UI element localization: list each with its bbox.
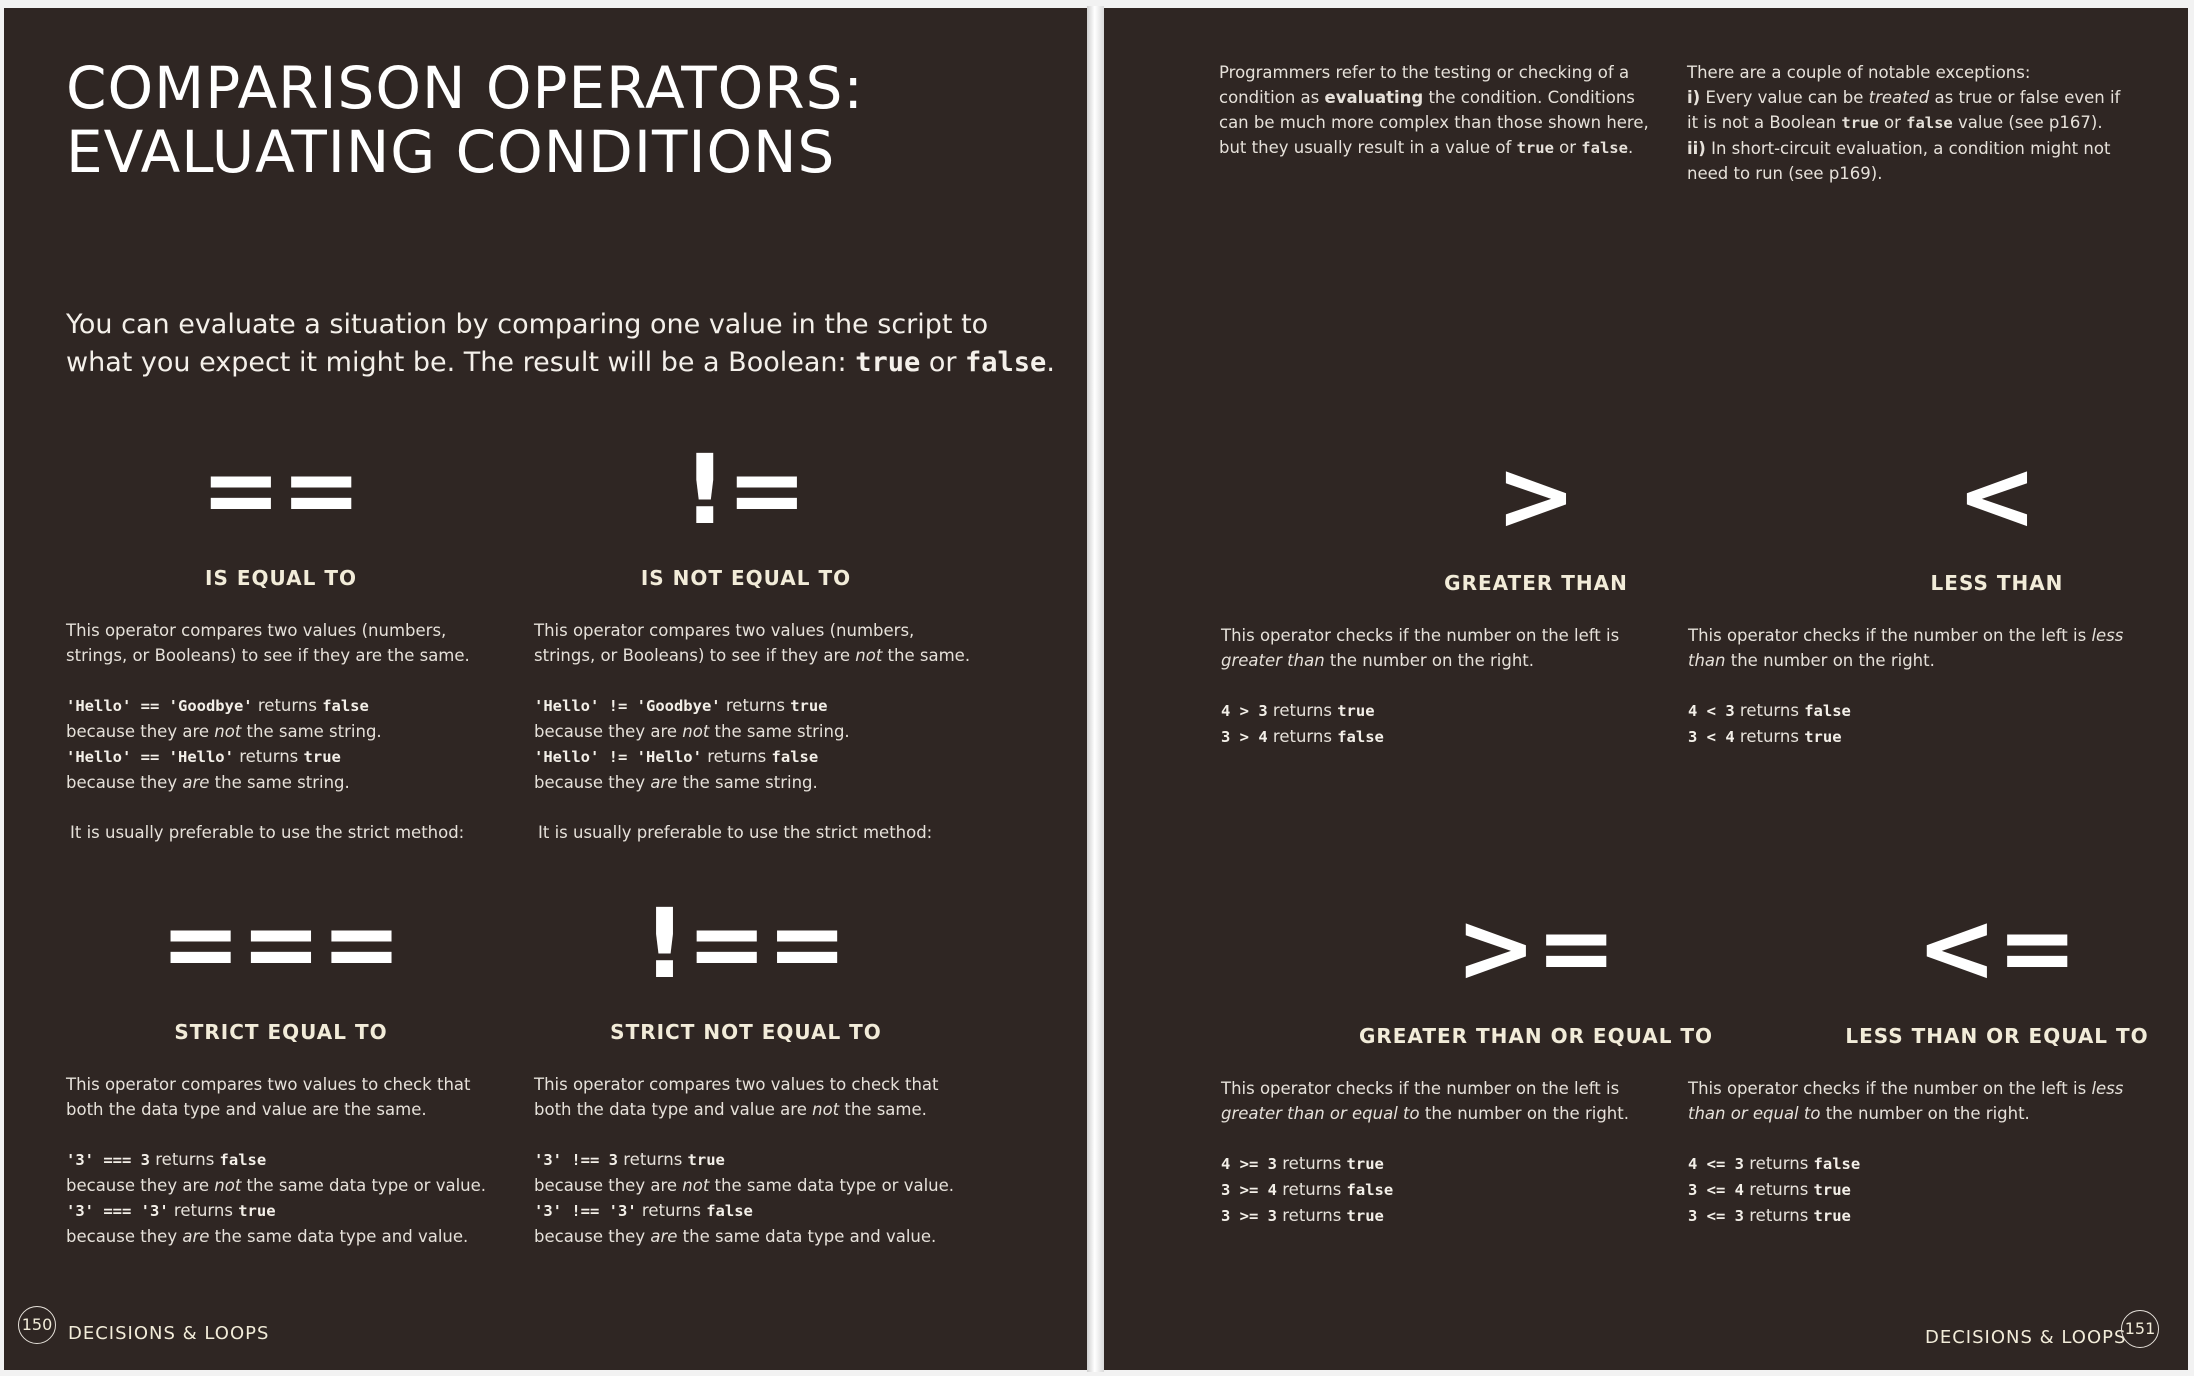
example-result: true	[1346, 1207, 1384, 1225]
note-end: .	[1627, 138, 1634, 157]
operator-block-greater-than	[1221, 623, 1661, 750]
desc-text: This operator checks if the number on the left is	[1221, 1079, 1620, 1098]
because-text: because they	[66, 1227, 183, 1246]
example-line	[1221, 1203, 1661, 1229]
because-text-end: the same string.	[709, 722, 850, 741]
because-text-end: the same data type and value.	[209, 1227, 469, 1246]
exception-1-true: true	[1841, 114, 1879, 132]
exception-2	[1687, 136, 2127, 186]
example-returns: returns	[150, 1150, 220, 1169]
right-page	[1104, 8, 2188, 1370]
example-code: '3' === '3'	[66, 1202, 169, 1220]
example-result: false	[706, 1202, 753, 1220]
example-line	[1221, 1177, 1661, 1203]
desc-text: This operator checks if the number on the left is	[1221, 626, 1620, 645]
operator-name-less-equal: LESS THAN OR EQUAL TO	[1845, 1024, 2149, 1048]
exception-1-text-2: as true or false even if it is not a Boolean	[1687, 88, 2121, 132]
example-explanation	[66, 770, 506, 795]
operator-name-strict-equal: STRICT EQUAL TO	[174, 1020, 388, 1044]
example-line	[534, 1147, 974, 1173]
example-line	[1688, 698, 2128, 724]
because-text: because they are	[66, 1176, 215, 1195]
page-number: 150	[18, 1306, 56, 1344]
because-emphasis: not	[214, 1176, 242, 1195]
exception-1-false: false	[1906, 114, 1953, 132]
example-code: 4 >= 3	[1221, 1155, 1277, 1173]
operator-block-strict-equal	[66, 1072, 506, 1249]
desc-emphasis: less than	[1688, 626, 2124, 670]
because-text: because they	[534, 1227, 651, 1246]
example-code: 3 <= 3	[1688, 1207, 1744, 1225]
example-returns: returns	[233, 747, 304, 766]
operator-desc	[1221, 1076, 1661, 1126]
left-page	[4, 8, 1087, 1370]
intro-paragraph	[66, 306, 1056, 382]
desc-text-end: the number on the right.	[1820, 1104, 2030, 1123]
example-line	[1688, 1151, 2128, 1177]
example-line	[66, 744, 506, 770]
example-line	[66, 693, 506, 719]
example-line	[1688, 1203, 2128, 1229]
operator-block-not-equal	[534, 618, 974, 845]
example-result: true	[303, 748, 341, 766]
example-line	[1221, 724, 1661, 750]
example-code: 'Hello' != 'Hello'	[534, 748, 702, 766]
because-text: because they are	[534, 722, 683, 741]
strict-note: It is usually preferable to use the strict method:	[538, 823, 933, 842]
example-line	[66, 1147, 506, 1173]
example-code: '3' !== '3'	[534, 1202, 637, 1220]
example-result: true	[1813, 1181, 1851, 1199]
example-code: 3 <= 4	[1688, 1181, 1744, 1199]
operator-block-less-equal	[1688, 1076, 2128, 1229]
because-emphasis: are	[182, 773, 210, 792]
desc-emphasis: greater than or equal to	[1221, 1104, 1420, 1123]
example-explanation	[534, 1173, 974, 1198]
intro-code-true: true	[855, 347, 921, 378]
desc-text: This operator compares two values (numbers, strings, or Booleans) to see if they are	[534, 621, 915, 665]
example-returns: returns	[252, 696, 323, 715]
example-explanation	[534, 770, 974, 795]
exception-1-emphasis: treated	[1868, 88, 1930, 107]
example-code: '3' === 3	[66, 1151, 150, 1169]
note-text: Programmers refer to the testing or checking of a condition as	[1219, 63, 1630, 107]
operator-symbol-not-equal: !=	[682, 434, 808, 546]
example-result: false	[771, 748, 819, 766]
example-returns: returns	[1744, 1180, 1814, 1199]
example-code: 4 < 3	[1688, 702, 1735, 720]
example-returns: returns	[636, 1201, 707, 1220]
operator-desc	[534, 1072, 974, 1122]
example-result: true	[1804, 728, 1842, 746]
example-result: true	[1346, 1155, 1384, 1173]
desc-emphasis: less than or equal to	[1688, 1079, 2124, 1123]
example-result: false	[1346, 1181, 1394, 1199]
operator-block-strict-not-equal	[534, 1072, 974, 1249]
example-returns: returns	[1734, 701, 1805, 720]
desc-text-end: the number on the right.	[1725, 651, 1935, 670]
intro-text-or: or	[920, 347, 966, 378]
example-code: '3' !== 3	[534, 1151, 618, 1169]
example-code: 3 >= 4	[1221, 1181, 1277, 1199]
example-code: 3 > 4	[1221, 728, 1268, 746]
note-code-false: false	[1581, 139, 1628, 157]
example-line	[66, 1198, 506, 1224]
example-line	[534, 1198, 974, 1224]
because-text-end: the same string.	[241, 722, 382, 741]
operator-name-equal: IS EQUAL TO	[205, 566, 357, 590]
example-result: true	[238, 1202, 276, 1220]
example-returns: returns	[168, 1201, 239, 1220]
example-result: true	[687, 1151, 725, 1169]
operator-desc: This operator compares two values (numbers, strings, or Booleans) to see if they are the same.	[66, 621, 470, 665]
example-line	[1221, 698, 1661, 724]
operator-name-greater-equal: GREATER THAN OR EQUAL TO	[1358, 1024, 1714, 1048]
because-emphasis: not	[682, 722, 710, 741]
because-emphasis: not	[682, 1176, 710, 1195]
example-line	[1688, 1177, 2128, 1203]
example-returns: returns	[701, 747, 772, 766]
because-text: because they are	[534, 1176, 683, 1195]
example-explanation	[534, 1224, 974, 1249]
because-emphasis: are	[182, 1227, 210, 1246]
operator-block-greater-equal	[1221, 1076, 1661, 1229]
example-result: false	[1337, 728, 1384, 746]
note-code-true: true	[1516, 139, 1554, 157]
section-label: DECISIONS & LOOPS	[1925, 1327, 2127, 1348]
desc-text-end: the same.	[839, 1100, 927, 1119]
because-text-end: the same string.	[209, 773, 350, 792]
example-explanation	[66, 1173, 506, 1198]
operator-desc	[1688, 1076, 2128, 1126]
example-result: true	[790, 697, 828, 715]
because-text-end: the same data type or value.	[709, 1176, 955, 1195]
desc-text-end: the number on the right.	[1419, 1104, 1629, 1123]
example-returns: returns	[1734, 727, 1805, 746]
operator-symbol-less-equal: <=	[1916, 892, 2078, 1004]
example-code: 'Hello' == 'Goodbye'	[66, 697, 253, 715]
example-explanation	[66, 1224, 506, 1249]
example-result: false	[219, 1151, 267, 1169]
operator-desc	[1221, 623, 1661, 673]
because-emphasis: are	[650, 773, 678, 792]
desc-text: This operator compares two values to check that both the data type and value are	[534, 1075, 939, 1119]
exception-1	[1687, 85, 2127, 136]
note-bold: evaluating	[1324, 88, 1424, 107]
desc-emphasis: not	[812, 1100, 840, 1119]
example-returns: returns	[720, 696, 791, 715]
exception-1-end: value (see p167).	[1952, 113, 2103, 132]
example-code: 4 > 3	[1221, 702, 1268, 720]
operator-symbol-equal: ==	[200, 434, 362, 546]
operator-name-not-equal: IS NOT EQUAL TO	[640, 566, 852, 590]
desc-text-end: the number on the right.	[1324, 651, 1535, 670]
exceptions-note	[1687, 60, 2127, 186]
example-returns: returns	[1277, 1180, 1347, 1199]
because-emphasis: not	[214, 722, 242, 741]
example-line	[1221, 1151, 1661, 1177]
example-code: 'Hello' == 'Hello'	[66, 748, 234, 766]
book-gutter	[1087, 6, 1104, 1372]
operator-symbol-greater-equal: >=	[1455, 892, 1617, 1004]
intro-code-false: false	[965, 347, 1047, 378]
exception-1-text: Every value can be	[1700, 88, 1869, 107]
evaluating-note	[1219, 60, 1659, 161]
example-returns: returns	[1277, 1154, 1347, 1173]
example-code: 4 <= 3	[1688, 1155, 1744, 1173]
operator-name-strict-not-equal: STRICT NOT EQUAL TO	[610, 1020, 882, 1044]
because-emphasis: are	[650, 1227, 678, 1246]
operator-block-less-than	[1688, 623, 2128, 750]
operator-name-greater-than: GREATER THAN	[1444, 571, 1628, 595]
intro-text: You can evaluate a situation by comparing one value in the script to what you expect it might be. The result will be a Boolean:	[66, 309, 989, 378]
example-result: false	[1804, 702, 1851, 720]
example-returns: returns	[1267, 727, 1338, 746]
example-code: 3 >= 3	[1221, 1207, 1277, 1225]
example-line	[1688, 724, 2128, 750]
example-returns: returns	[1744, 1206, 1814, 1225]
desc-emphasis: not	[855, 646, 883, 665]
example-returns: returns	[1744, 1154, 1814, 1173]
note-text-2: the condition. Conditions can be much more complex than those shown here, but they usually result in a value of	[1219, 88, 1649, 157]
desc-emphasis: greater than	[1221, 651, 1325, 670]
because-text: because they	[66, 773, 183, 792]
page-title: COMPARISON OPERATORS: EVALUATING CONDITIONS	[66, 54, 864, 186]
because-text-end: the same data type and value.	[677, 1227, 937, 1246]
because-text: because they	[534, 773, 651, 792]
intro-text-end: .	[1046, 347, 1055, 378]
example-result: false	[322, 697, 369, 715]
exception-1-or: or	[1878, 113, 1907, 132]
exception-1-label: i)	[1687, 88, 1701, 107]
example-returns: returns	[1277, 1206, 1347, 1225]
example-explanation	[534, 719, 974, 744]
example-result: true	[1813, 1207, 1851, 1225]
example-returns: returns	[618, 1150, 688, 1169]
because-text: because they are	[66, 722, 215, 741]
note-or: or	[1553, 138, 1582, 157]
operator-block-equal	[66, 618, 506, 845]
example-code: 'Hello' != 'Goodbye'	[534, 697, 721, 715]
desc-text: This operator checks if the number on the left is	[1688, 1079, 2092, 1098]
operator-desc: This operator compares two values to check that both the data type and value are the same.	[66, 1075, 471, 1119]
example-line	[534, 693, 974, 719]
evaluating-note-text	[1219, 60, 1659, 161]
desc-text: This operator checks if the number on the left is	[1688, 626, 2092, 645]
example-line	[534, 744, 974, 770]
example-result: false	[1813, 1155, 1861, 1173]
section-label: DECISIONS & LOOPS	[68, 1323, 270, 1344]
example-result: true	[1337, 702, 1375, 720]
example-returns: returns	[1267, 701, 1338, 720]
example-explanation	[66, 719, 506, 744]
exception-2-label: ii)	[1687, 139, 1706, 158]
operator-desc	[1688, 623, 2128, 673]
operator-symbol-less-than: <	[1956, 440, 2038, 552]
because-text-end: the same string.	[677, 773, 818, 792]
because-text-end: the same data type or value.	[241, 1176, 487, 1195]
operator-desc	[534, 618, 974, 668]
page-number: 151	[2121, 1310, 2159, 1348]
exception-2-text: In short-circuit evaluation, a condition might not need to run (see p169).	[1687, 139, 2111, 183]
strict-note: It is usually preferable to use the strict method:	[70, 823, 465, 842]
operator-symbol-strict-equal: ===	[160, 888, 402, 1000]
desc-text-end: the same.	[882, 646, 971, 665]
operator-symbol-strict-not-equal: !==	[642, 888, 848, 1000]
operator-symbol-greater-than: >	[1495, 440, 1577, 552]
example-code: 3 < 4	[1688, 728, 1735, 746]
operator-name-less-than: LESS THAN	[1930, 571, 2064, 595]
exceptions-heading: There are a couple of notable exceptions:	[1687, 63, 2031, 82]
